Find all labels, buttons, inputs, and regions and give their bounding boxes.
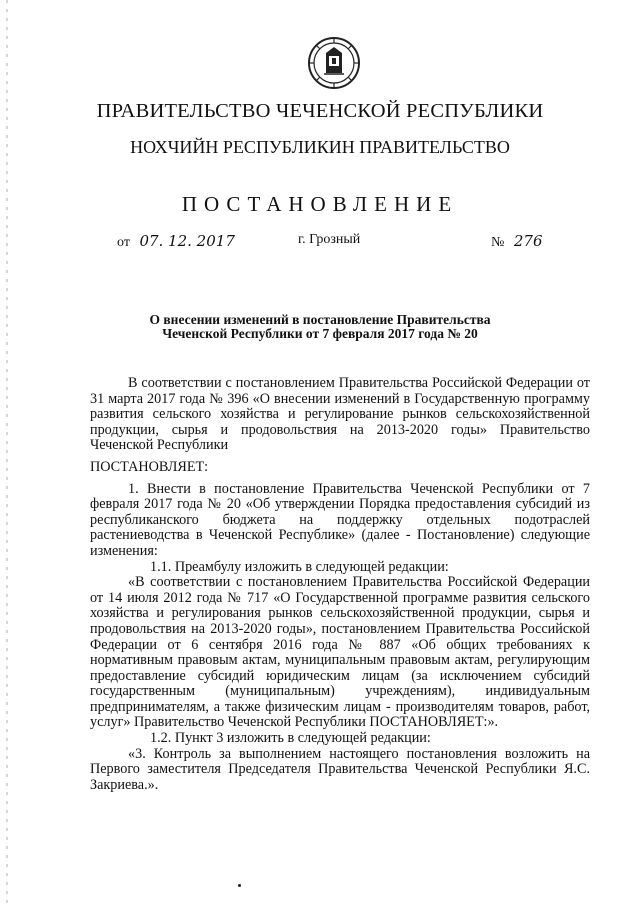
- date-label: от: [117, 235, 130, 250]
- number-label: №: [491, 235, 505, 250]
- item-1-1-paragraph: 1.1. Преамбулу изложить в следующей редакции:: [150, 558, 449, 575]
- government-title-ce: НОХЧИЙН РЕСПУБЛИКИН ПРАВИТЕЛЬСТВО: [130, 137, 510, 157]
- item-1-2-text: «3. Контроль за выполнением настоящего постановления возложить на Первого заместителя Председателя Правительства Чеченской Республики Я.С. Закриева.».: [90, 745, 590, 793]
- government-title-ru: ПРАВИТЕЛЬСТВО ЧЕЧЕНСКОЙ РЕСПУБЛИКИ: [96, 100, 544, 122]
- decree-body: [90, 376, 590, 793]
- resolves-heading: ПОСТАНОВЛЯЕТ:: [90, 458, 209, 475]
- decree-city: г. Грозный: [298, 232, 361, 247]
- item-1-1-text: «В соответствии с постановлением Правительства Российской Федерации от 14 июля 2012 года № 717 «О Государственной программе развития сельского хозяйства и регулирования рынков сельскохозяйственной продукции, сырья и продовольствия на 2013-2020 годы», постановлением Правительства Российской Федерации от 6 сентября 2016 года № 887 «Об общих требованиях к нормативным правовым актам, муниципальным правовым актам, регулирующим предоставление субсидий юридическим лицам (за исключением субсидий государственным (муниципальным) учреждениям), индивидуальным предпринимателям, а также физическим лицам - производителям товаров, работ, услуг» Правительство Чеченской Республики ПОСТАНОВЛЯЕТ:».: [90, 574, 590, 731]
- preamble-paragraph: В соответствии с постановлением Правительства Российской Федерации от 31 марта 2017 года № 396 «О внесении изменений в Государственную программу развития сельского хозяйства и регулирование рынков сельскохозяйственной продукции, сырья и продовольствия на 2013-2020 годы» Правительство Чеченской Республики: [90, 375, 590, 454]
- page-dot: [238, 884, 241, 887]
- date-value: 07. 12. 2017: [139, 232, 235, 250]
- emblem-icon: [307, 36, 361, 90]
- scan-edge: [6, 0, 8, 905]
- item-1-2-paragraph: 1.2. Пункт 3 изложить в следующей редакции:: [150, 730, 431, 747]
- number-value: 276: [513, 232, 543, 250]
- item-1-paragraph: 1. Внести в постановление Правительства Чеченской Республики от 7 февраля 2017 года № 20 «Об утверждении Порядка предоставления субсидий из республиканского бюджета на поддержку отдельных подотраслей растениеводства в Чеченской Республике» (далее - Постановление) следующие изменения:: [90, 480, 590, 559]
- decree-date: [117, 232, 235, 251]
- decree-subject: [0, 313, 640, 341]
- subject-line-1: О внесении изменений в постановление Правительства: [149, 312, 491, 327]
- subject-line-2: Чеченской Республики от 7 февраля 2017 года № 20: [162, 326, 478, 341]
- decree-number: [491, 232, 543, 251]
- decree-title: ПОСТАНОВЛЕНИЕ: [181, 192, 459, 216]
